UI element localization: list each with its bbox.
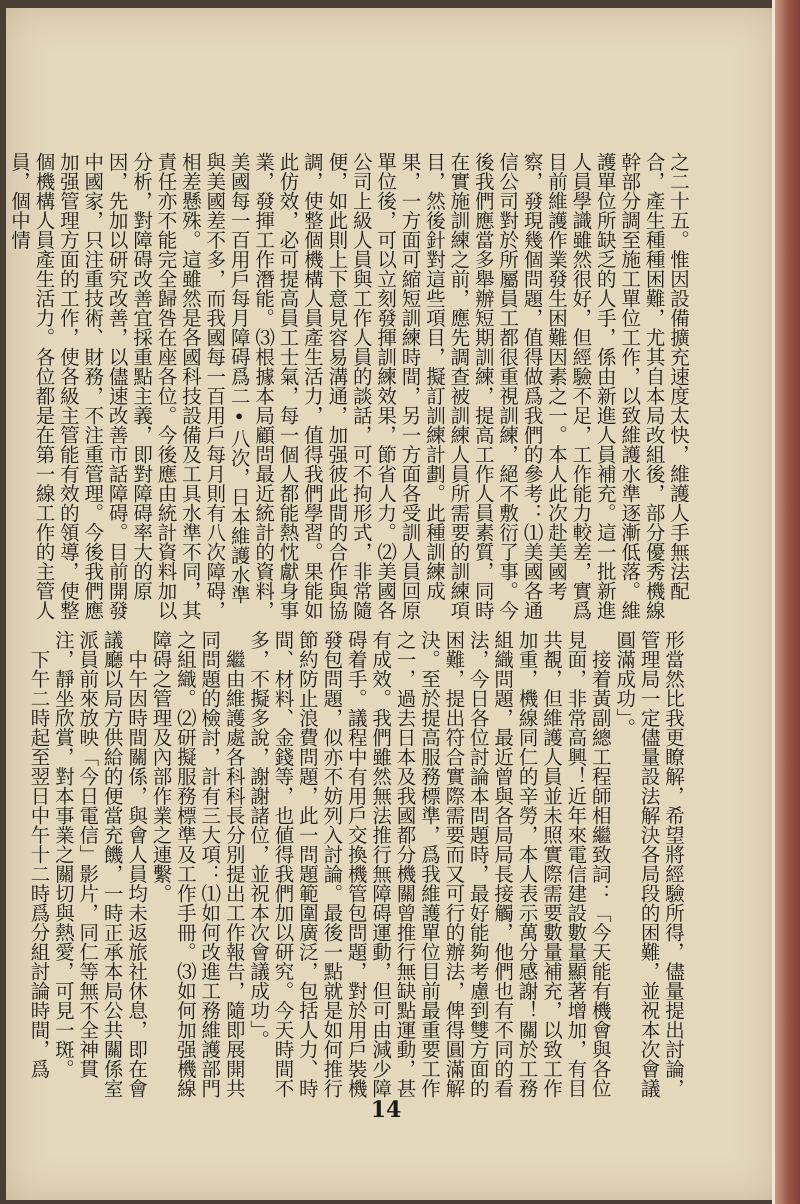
page-edge [772,0,775,1204]
body-text-lower: 形當然比我更瞭解，希望將經驗所得，儘量提出討論，管理局一定儘量設法解決各局段的困難，並祝本次會議圓滿成功」。 接着黃副總工程師相繼致詞：「今天能有機會與各位見面，非常高興！近年來電信建設數量顯著增加，有目共覩，但維護人員並未照實際需要數量補充，以致工作加重，機線同仁的辛勞，本人表示萬分感謝！關於工務組織問題，最近曾與各局局長接觸，他們也有不同的看法，今日各位討論本問題時，最好能夠考慮到雙方面的困難，提出符合實際需要而又可行的辦法，俾得圓滿解決。至於提高服務標準，爲我維護單位目前最重要工作之一，過去日本及我國都分機關曾推行無缺點運動，甚有成效。我們雖然無法推行無障碍運動，但可由減少障碍着手。議程中有用戶交換機管包問題，對於用戶裝機發包問題，似亦不妨列入討論。最後一點就是如何推行節約防止浪費問題，此一問題範圍廣泛，包括人力、時間、材料、金錢等，也値得我們加以研究。今天時間不多，不擬多說，謝謝諸位，並祝本次會議成功」。 繼由維護處各科科長分別提出工作報告，隨即展開共同問題的檢討，計有三大項：⑴如何改進工務維護部門之組織。⑵研擬服務標準及工作手冊。⑶如何加强機線障碍之管理及內部作業之連繫。 中午因時間關係，與會人員均未返旅社休息，即在會議廳以局方供給的便當充饑，一時正承本局公共關係室派員前來放映「今日電信」影片，同仁等無不全神貫注，靜坐欣賞，對本事業之關切與熱愛，可見一斑。 下午二時起至翌日中午十二時爲分組討論時間，爲 [27,630,685,1098]
page-number: 14 [370,1097,402,1123]
book-spine [772,0,800,1204]
body-text-upper: 之二十五。惟因設備擴充速度太快，維護人手無法配合，產生種種困難，尤其自本局改組後，部分優秀機線幹部分調至施工單位工作，以致維護水準逐漸低落。維護單位所缺乏的人手，係由新進人員補充。這一批新進人員學識雖然很好，但經驗不足，工作能力較差，實爲目前維護作業發生困難因素之一。本人此次赴美國考察，發現幾個問題，值得做爲我們的參考：⑴美國各通信公司對於所屬員工都很重視訓練，絕不敷衍了事。今後我們應當多舉辦短期訓練，提高工作人員素質，同時在實施訓練之前，應先調查被訓練人員所需要的訓練項目，然後針對這些項目，擬訂訓練計劃。此種訓練成果，一方面可縮短訓練時間，另一方面各受訓人員回原單位後，可以立刻發揮訓練效果，節省人力。⑵美國各公司上級人員與工作人員的談話，可不拘形式，非常隨便，如此則上下意見容易溝通，加强彼此間的合作與協調，使整個機構人員產生活力，值得我們學習。果能如此仿效，必可提高員工士氣，每一個人都能熱忱獻身事業，發揮工作潛能。⑶根據本局顧問最近統計的資料，美國每一百用戶每月障碍爲二•八次，日本維護水準與美國差不多，而我國每一百用戶每月則有八次障碍，相差懸殊。這雖然是各國科技設備及工具水準不同，其責任亦不能完全歸咎在座各位。今後應由統計資料加以分析，對障碍改善宜採重點主義，即對障碍率大的原因，先加以研究改善，以儘速改善市話障碍。目前開發中國家，只注重技術、財務，不注重管理。今後我們應加强管理方面的工作，使各級主管能有效的領導，使整個機構人員產生活力。各位都是在第一線工作的主管人員，個中情 [8,152,690,620]
